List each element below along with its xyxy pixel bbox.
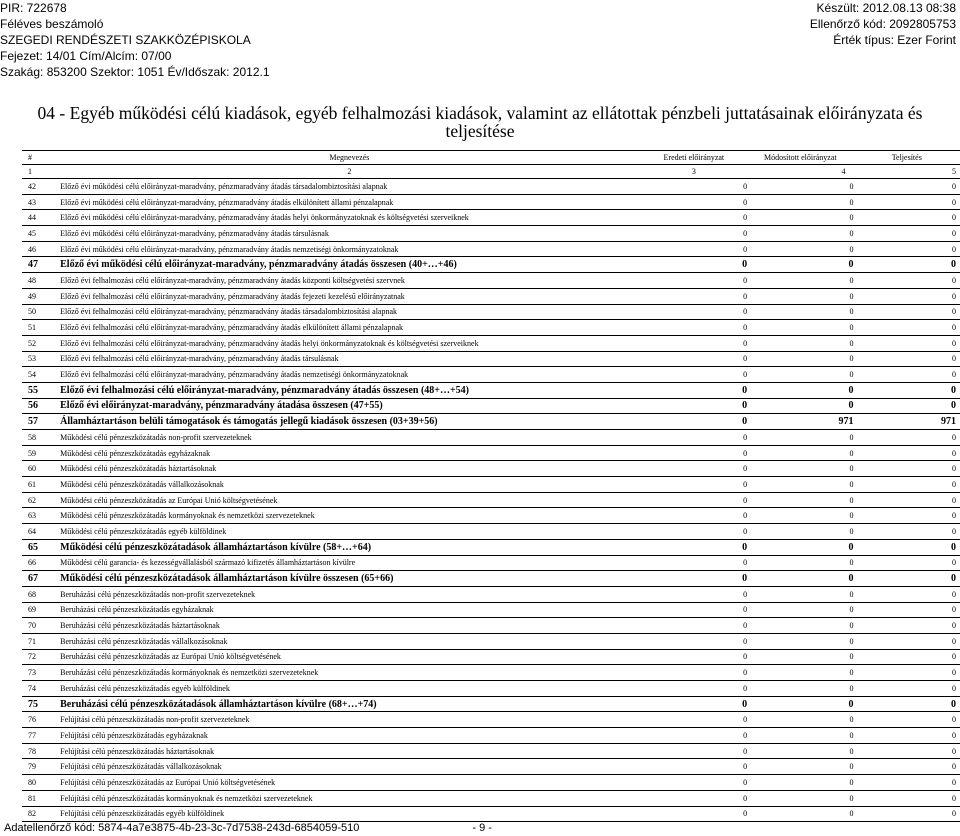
row-number: 70: [22, 618, 58, 634]
table-row: [22, 351, 960, 367]
row-actual-value: 0: [854, 335, 960, 351]
row-actual-value: 0: [854, 806, 960, 822]
row-original-value: 0: [641, 743, 747, 759]
row-original-value: 0: [641, 226, 747, 242]
row-name: Működési célú pénzeszközátadás vállalkozásoknak: [58, 477, 640, 493]
row-modified-value: 0: [747, 398, 853, 414]
row-original-value: 0: [641, 194, 747, 210]
row-number: 49: [22, 288, 58, 304]
row-number: 71: [22, 633, 58, 649]
row-number: 78: [22, 743, 58, 759]
row-original-value: 0: [641, 179, 747, 195]
row-name: Beruházási célú pénzeszközátadás egyházaknak: [58, 602, 640, 618]
pir-label: PIR: 722678: [0, 1, 67, 15]
table-body: [22, 179, 960, 822]
row-modified-value: 0: [747, 241, 853, 257]
table-row: [22, 304, 960, 320]
report-type-label: Féléves beszámoló: [0, 17, 104, 31]
column-index-5: 5: [854, 165, 960, 179]
column-index-2: 2: [58, 165, 640, 179]
table-row: [22, 649, 960, 665]
table-row: [22, 524, 960, 540]
row-name: Előző évi felhalmozási célú előirányzat-maradvány, pénzmaradvány átadás központi költségvetési szervnek: [58, 273, 640, 289]
row-number: 42: [22, 179, 58, 195]
row-modified-value: 0: [747, 335, 853, 351]
column-header-num: #: [22, 151, 58, 165]
row-actual-value: 0: [854, 571, 960, 587]
row-actual-value: 0: [854, 586, 960, 602]
row-original-value: 0: [641, 649, 747, 665]
row-name: Felújítási célú pénzeszközátadás non-profit szervezeteknek: [58, 712, 640, 728]
row-modified-value: 0: [747, 367, 853, 383]
row-modified-value: 0: [747, 524, 853, 540]
table-row: [22, 477, 960, 493]
row-original-value: 0: [641, 430, 747, 446]
row-modified-value: 0: [747, 179, 853, 195]
table-row: [22, 430, 960, 446]
row-number: 61: [22, 477, 58, 493]
column-index-4: 4: [747, 165, 853, 179]
row-name: Felújítási célú pénzeszközátadás egyéb külföldinek: [58, 806, 640, 822]
row-number: 68: [22, 586, 58, 602]
row-modified-value: 0: [747, 618, 853, 634]
row-original-value: 0: [641, 288, 747, 304]
row-name: Előző évi működési célú előirányzat-maradvány, pénzmaradvány átadás nemzetiségi önkormányzatoknak: [58, 241, 640, 257]
row-number: 59: [22, 445, 58, 461]
sector-label: Szakág: 853200 Szektor: 1051 Év/Időszak: 2012.1: [0, 65, 270, 79]
row-modified-value: 0: [747, 571, 853, 587]
row-name: Előző évi felhalmozási célú előirányzat-maradvány, pénzmaradvány átadás fejezeti kezelésű előirányzatnak: [58, 288, 640, 304]
row-original-value: 0: [641, 539, 747, 555]
row-name: Előző évi felhalmozási célú előirányzat-maradvány, pénzmaradvány átadás társadalombiztosítási alapnak: [58, 304, 640, 320]
row-actual-value: 0: [854, 633, 960, 649]
row-modified-value: 0: [747, 743, 853, 759]
table-row: [22, 790, 960, 806]
row-number: 66: [22, 555, 58, 571]
row-name: Felújítási célú pénzeszközátadás egyházaknak: [58, 728, 640, 744]
row-number: 58: [22, 430, 58, 446]
row-number: 56: [22, 398, 58, 414]
row-actual-value: 0: [854, 508, 960, 524]
row-actual-value: 0: [854, 681, 960, 697]
row-name: Beruházási célú pénzeszközátadás vállalkozásoknak: [58, 633, 640, 649]
row-actual-value: 0: [854, 555, 960, 571]
row-actual-value: 0: [854, 430, 960, 446]
row-actual-value: 0: [854, 477, 960, 493]
row-actual-value: 0: [854, 618, 960, 634]
row-number: 63: [22, 508, 58, 524]
row-number: 48: [22, 273, 58, 289]
row-original-value: 0: [641, 586, 747, 602]
table-row: [22, 210, 960, 226]
table-row-total: [22, 571, 960, 587]
row-modified-value: 0: [747, 304, 853, 320]
row-actual-value: 0: [854, 790, 960, 806]
row-original-value: 0: [641, 775, 747, 791]
row-modified-value: 0: [747, 665, 853, 681]
row-actual-value: 0: [854, 602, 960, 618]
table-row-total: [22, 414, 960, 430]
row-number: 60: [22, 461, 58, 477]
row-modified-value: 0: [747, 194, 853, 210]
row-actual-value: 0: [854, 461, 960, 477]
row-modified-value: 0: [747, 649, 853, 665]
row-actual-value: 0: [854, 398, 960, 414]
column-header-modified: Módosított előirányzat: [747, 151, 853, 165]
row-name: Előző évi működési célú előirányzat-maradvány, pénzmaradvány átadás elkülönített állami pénzalapnak: [58, 194, 640, 210]
row-original-value: 0: [641, 492, 747, 508]
row-number: 62: [22, 492, 58, 508]
table-row: [22, 555, 960, 571]
table-row-total: [22, 696, 960, 712]
row-actual-value: 0: [854, 759, 960, 775]
table-row: [22, 288, 960, 304]
column-header-original: Eredeti előirányzat: [641, 151, 747, 165]
row-number: 82: [22, 806, 58, 822]
row-number: 50: [22, 304, 58, 320]
row-modified-value: 0: [747, 602, 853, 618]
page-number: - 9 -: [472, 822, 492, 834]
row-original-value: 0: [641, 382, 747, 398]
column-index-row: [22, 165, 960, 179]
row-modified-value: 0: [747, 445, 853, 461]
row-number: 54: [22, 367, 58, 383]
row-name: Működési célú pénzeszközátadás az Európai Unió költségvetésének: [58, 492, 640, 508]
row-original-value: 0: [641, 728, 747, 744]
column-header-actual: Teljesítés: [854, 151, 960, 165]
chapter-label: Fejezet: 14/01 Cím/Alcím: 07/00: [0, 49, 172, 63]
page-title: 04 - Egyéb működési célú kiadások, egyéb felhalmozási kiadások, valamint az ellátottak pénzbeli juttatásainak előirányzata és teljesítése: [37, 103, 923, 141]
row-modified-value: 0: [747, 257, 853, 273]
row-original-value: 0: [641, 351, 747, 367]
row-name: Előző évi működési célú előirányzat-maradvány, pénzmaradvány átadás összesen (40+…+46): [58, 257, 640, 273]
row-number: 81: [22, 790, 58, 806]
row-modified-value: 0: [747, 775, 853, 791]
row-actual-value: 0: [854, 728, 960, 744]
row-original-value: 0: [641, 461, 747, 477]
row-actual-value: 0: [854, 712, 960, 728]
row-modified-value: 0: [747, 492, 853, 508]
table-row: [22, 806, 960, 822]
created-timestamp: Készült: 2012.08.13 08:38: [816, 1, 956, 15]
table-row: [22, 681, 960, 697]
report-header-right: [810, 0, 956, 48]
row-original-value: 0: [641, 790, 747, 806]
row-original-value: 0: [641, 304, 747, 320]
row-number: 55: [22, 382, 58, 398]
row-modified-value: 971: [747, 414, 853, 430]
row-original-value: 0: [641, 367, 747, 383]
table-row: [22, 445, 960, 461]
table-row: [22, 712, 960, 728]
row-actual-value: 0: [854, 696, 960, 712]
column-header-name: Megnevezés: [58, 151, 640, 165]
row-original-value: 0: [641, 696, 747, 712]
row-modified-value: 0: [747, 790, 853, 806]
row-number: 69: [22, 602, 58, 618]
row-original-value: 0: [641, 618, 747, 634]
table-row: [22, 775, 960, 791]
row-number: 57: [22, 414, 58, 430]
footer-control-code: Adatellenőrző kód: 5874-4a7e3875-4b-23-3c-7d7538-243d-6854059-510: [4, 822, 360, 834]
row-actual-value: 0: [854, 226, 960, 242]
row-name: Működési célú pénzeszközátadás háztartásoknak: [58, 461, 640, 477]
table-row: [22, 665, 960, 681]
row-name: Előző évi felhalmozási célú előirányzat-maradvány, pénzmaradvány átadás összesen (48+…+54): [58, 382, 640, 398]
table-row-total: [22, 398, 960, 414]
row-modified-value: 0: [747, 273, 853, 289]
row-modified-value: 0: [747, 712, 853, 728]
row-name: Működési célú pénzeszközátadás egyéb külföldinek: [58, 524, 640, 540]
row-original-value: 0: [641, 210, 747, 226]
row-number: 75: [22, 696, 58, 712]
row-actual-value: 0: [854, 539, 960, 555]
table-row: [22, 194, 960, 210]
row-modified-value: 0: [747, 555, 853, 571]
row-number: 73: [22, 665, 58, 681]
table-row: [22, 320, 960, 336]
row-actual-value: 0: [854, 241, 960, 257]
page-footer: [4, 822, 492, 834]
row-modified-value: 0: [747, 288, 853, 304]
row-actual-value: 971: [854, 414, 960, 430]
row-actual-value: 0: [854, 382, 960, 398]
control-code-label: Ellenőrző kód: 2092805753: [809, 17, 956, 31]
row-original-value: 0: [641, 257, 747, 273]
row-modified-value: 0: [747, 728, 853, 744]
table-row: [22, 367, 960, 383]
column-header-row: [22, 151, 960, 165]
table-row: [22, 586, 960, 602]
row-actual-value: 0: [854, 288, 960, 304]
row-original-value: 0: [641, 681, 747, 697]
row-original-value: 0: [641, 414, 747, 430]
row-original-value: 0: [641, 508, 747, 524]
row-name: Működési célú pénzeszközátadás egyházaknak: [58, 445, 640, 461]
row-name: Államháztartáson belüli támogatások és támogatás jellegű kiadások összesen (03+39+56): [58, 414, 640, 430]
table-row-total: [22, 257, 960, 273]
row-number: 44: [22, 210, 58, 226]
value-type-label: Érték típus: Ezer Forint: [833, 33, 956, 47]
row-name: Működési célú pénzeszközátadások államháztartáson kívülre összesen (65+66): [58, 571, 640, 587]
row-number: 64: [22, 524, 58, 540]
row-number: 51: [22, 320, 58, 336]
row-actual-value: 0: [854, 649, 960, 665]
row-name: Beruházási célú pénzeszközátadás háztartásoknak: [58, 618, 640, 634]
row-original-value: 0: [641, 712, 747, 728]
row-actual-value: 0: [854, 665, 960, 681]
table-row-total: [22, 539, 960, 555]
row-actual-value: 0: [854, 524, 960, 540]
row-number: 67: [22, 571, 58, 587]
row-number: 47: [22, 257, 58, 273]
row-name: Előző évi felhalmozási célú előirányzat-maradvány, pénzmaradvány átadás helyi önkormányzatoknak és költségvetési szerveiknek: [58, 335, 640, 351]
row-number: 74: [22, 681, 58, 697]
row-modified-value: 0: [747, 696, 853, 712]
row-original-value: 0: [641, 806, 747, 822]
table-row: [22, 241, 960, 257]
row-original-value: 0: [641, 477, 747, 493]
row-number: 43: [22, 194, 58, 210]
table-row: [22, 226, 960, 242]
table-row: [22, 273, 960, 289]
row-modified-value: 0: [747, 539, 853, 555]
table-row: [22, 602, 960, 618]
row-name: Előző évi működési célú előirányzat-maradvány, pénzmaradvány átadás társulásnak: [58, 226, 640, 242]
row-modified-value: 0: [747, 508, 853, 524]
table-row: [22, 461, 960, 477]
row-number: 46: [22, 241, 58, 257]
report-header-left: [0, 0, 270, 80]
row-name: Előző évi előirányzat-maradvány, pénzmaradvány átadása összesen (47+55): [58, 398, 640, 414]
row-actual-value: 0: [854, 492, 960, 508]
table-row-total: [22, 382, 960, 398]
row-name: Beruházási célú pénzeszközátadás egyéb külföldinek: [58, 681, 640, 697]
row-modified-value: 0: [747, 226, 853, 242]
table-row: [22, 728, 960, 744]
row-name: Működési célú pénzeszközátadás non-profit szervezeteknek: [58, 430, 640, 446]
row-actual-value: 0: [854, 775, 960, 791]
row-original-value: 0: [641, 602, 747, 618]
row-number: 45: [22, 226, 58, 242]
table-row: [22, 335, 960, 351]
row-original-value: 0: [641, 665, 747, 681]
row-modified-value: 0: [747, 382, 853, 398]
table-row: [22, 492, 960, 508]
row-actual-value: 0: [854, 367, 960, 383]
row-actual-value: 0: [854, 210, 960, 226]
row-name: Beruházási célú pénzeszközátadás az Európai Unió költségvetésének: [58, 649, 640, 665]
row-name: Működési célú garancia- és kezességvállalásból származó kifizetés államháztartáson kívülre: [58, 555, 640, 571]
row-modified-value: 0: [747, 633, 853, 649]
row-number: 80: [22, 775, 58, 791]
row-modified-value: 0: [747, 351, 853, 367]
row-original-value: 0: [641, 524, 747, 540]
row-name: Beruházási célú pénzeszközátadások államháztartáson kívülre (68+…+74): [58, 696, 640, 712]
row-number: 52: [22, 335, 58, 351]
row-number: 53: [22, 351, 58, 367]
row-original-value: 0: [641, 555, 747, 571]
row-name: Felújítási célú pénzeszközátadás háztartásoknak: [58, 743, 640, 759]
column-index-3: 3: [641, 165, 747, 179]
row-modified-value: 0: [747, 461, 853, 477]
row-name: Beruházási célú pénzeszközátadás kormányoknak és nemzetközi szervezeteknek: [58, 665, 640, 681]
row-original-value: 0: [641, 445, 747, 461]
row-name: Felújítási célú pénzeszközátadás vállalkozásoknak: [58, 759, 640, 775]
table-row: [22, 179, 960, 195]
row-original-value: 0: [641, 633, 747, 649]
table-row: [22, 759, 960, 775]
row-actual-value: 0: [854, 194, 960, 210]
row-name: Működési célú pénzeszközátadás kormányoknak és nemzetközi szervezeteknek: [58, 508, 640, 524]
table-row: [22, 508, 960, 524]
row-number: 79: [22, 759, 58, 775]
row-name: Beruházási célú pénzeszközátadás non-profit szervezeteknek: [58, 586, 640, 602]
row-modified-value: 0: [747, 430, 853, 446]
table-row: [22, 633, 960, 649]
row-name: Előző évi felhalmozási célú előirányzat-maradvány, pénzmaradvány átadás nemzetiségi önkormányzatoknak: [58, 367, 640, 383]
row-number: 72: [22, 649, 58, 665]
row-actual-value: 0: [854, 257, 960, 273]
row-name: Működési célú pénzeszközátadások államháztartáson kívülre (58+…+64): [58, 539, 640, 555]
row-original-value: 0: [641, 273, 747, 289]
row-number: 65: [22, 539, 58, 555]
row-name: Előző évi felhalmozási célú előirányzat-maradvány, pénzmaradvány átadás társulásnak: [58, 351, 640, 367]
row-original-value: 0: [641, 571, 747, 587]
row-number: 76: [22, 712, 58, 728]
institution-name: SZEGEDI RENDÉSZETI SZAKKÖZÉPISKOLA: [0, 33, 251, 47]
column-index-1: 1: [22, 165, 58, 179]
row-name: Felújítási célú pénzeszközátadás az Európai Unió költségvetésének: [58, 775, 640, 791]
row-actual-value: 0: [854, 320, 960, 336]
row-modified-value: 0: [747, 320, 853, 336]
row-name: Előző évi működési célú előirányzat-maradvány, pénzmaradvány átadás társadalombiztosítási alapnak: [58, 179, 640, 195]
row-modified-value: 0: [747, 759, 853, 775]
row-actual-value: 0: [854, 273, 960, 289]
row-original-value: 0: [641, 398, 747, 414]
row-actual-value: 0: [854, 351, 960, 367]
row-modified-value: 0: [747, 477, 853, 493]
table-row: [22, 743, 960, 759]
row-actual-value: 0: [854, 179, 960, 195]
row-name: Felújítási célú pénzeszközátadás kormányoknak és nemzetközi szervezeteknek: [58, 790, 640, 806]
row-actual-value: 0: [854, 743, 960, 759]
row-modified-value: 0: [747, 806, 853, 822]
row-name: Előző évi felhalmozási célú előirányzat-maradvány, pénzmaradvány átadás elkülönített állami pénzalapnak: [58, 320, 640, 336]
row-actual-value: 0: [854, 304, 960, 320]
row-number: 77: [22, 728, 58, 744]
row-original-value: 0: [641, 335, 747, 351]
row-actual-value: 0: [854, 445, 960, 461]
row-original-value: 0: [641, 759, 747, 775]
table-row: [22, 618, 960, 634]
row-modified-value: 0: [747, 210, 853, 226]
row-name: Előző évi működési célú előirányzat-maradvány, pénzmaradvány átadás helyi önkormányzatoknak és költségvetési szerveiknek: [58, 210, 640, 226]
budget-table: [22, 150, 960, 822]
row-modified-value: 0: [747, 681, 853, 697]
row-modified-value: 0: [747, 586, 853, 602]
row-original-value: 0: [641, 320, 747, 336]
row-original-value: 0: [641, 241, 747, 257]
